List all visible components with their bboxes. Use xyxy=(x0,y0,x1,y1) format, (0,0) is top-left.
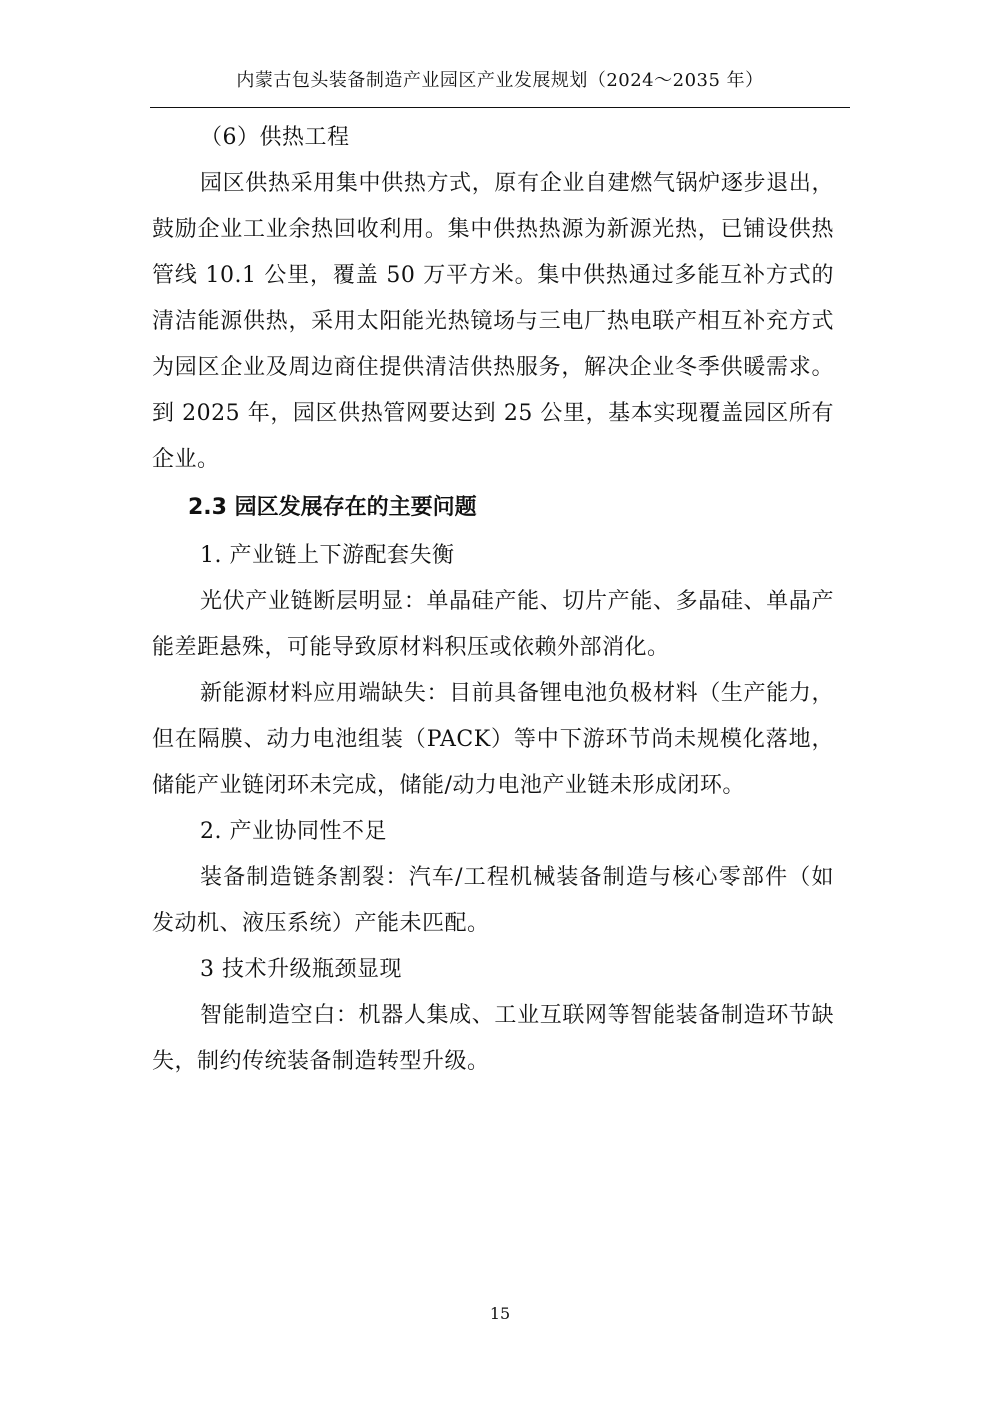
page-header-title: 内蒙古包头装备制造产业园区产业发展规划（2024～2035 年） xyxy=(236,70,764,91)
heat-supply-heading: （6）供热工程 xyxy=(200,125,350,150)
issue-3-heading: 3 技术升级瓶颈显现 xyxy=(200,957,402,982)
issue-2-paragraph: 装备制造链条割裂：汽车/工程机械装备制造与核心零部件（如发动机、液压系统）产能未匹配。 xyxy=(152,865,834,936)
section-heading-2-3: 2.3 园区发展存在的主要问题 xyxy=(188,495,477,520)
issue-2-heading: 2. 产业协同性不足 xyxy=(200,819,387,844)
issue-1-paragraph-new-energy: 新能源材料应用端缺失：目前具备锂电池负极材料（生产能力，但在隔膜、动力电池组装（PACK）等中下游环节尚未规模化落地，储能产业链闭环未完成，储能/动力电池产业链未形成闭环。 xyxy=(152,681,834,798)
document-body xyxy=(152,115,834,1085)
issue-1-paragraph-photovoltaic: 光伏产业链断层明显：单晶硅产能、切片产能、多晶硅、单晶产能差距悬殊，可能导致原材料积压或依赖外部消化。 xyxy=(152,589,834,660)
heat-supply-paragraph: 园区供热采用集中供热方式，原有企业自建燃气锅炉逐步退出，鼓励企业工业余热回收利用。集中供热热源为新源光热，已铺设供热管线 10.1 公里，覆盖 50 万平方米。集中供热通过多能互补方式的清洁能源供热，采用太阳能光热镜场与三电厂热电联产相互补充方式为园区企业及周边商住提供清洁供热服务，解决企业冬季供暖需求。到 2025 年，园区供热管网要达到 25 公里，基本实现覆盖园区所有企业。 xyxy=(152,171,834,472)
header-divider xyxy=(150,107,850,108)
page-number: 15 xyxy=(489,1304,511,1323)
issue-3-paragraph: 智能制造空白：机器人集成、工业互联网等智能装备制造环节缺失，制约传统装备制造转型升级。 xyxy=(152,1003,834,1074)
issue-1-heading: 1. 产业链上下游配套失衡 xyxy=(200,543,455,568)
